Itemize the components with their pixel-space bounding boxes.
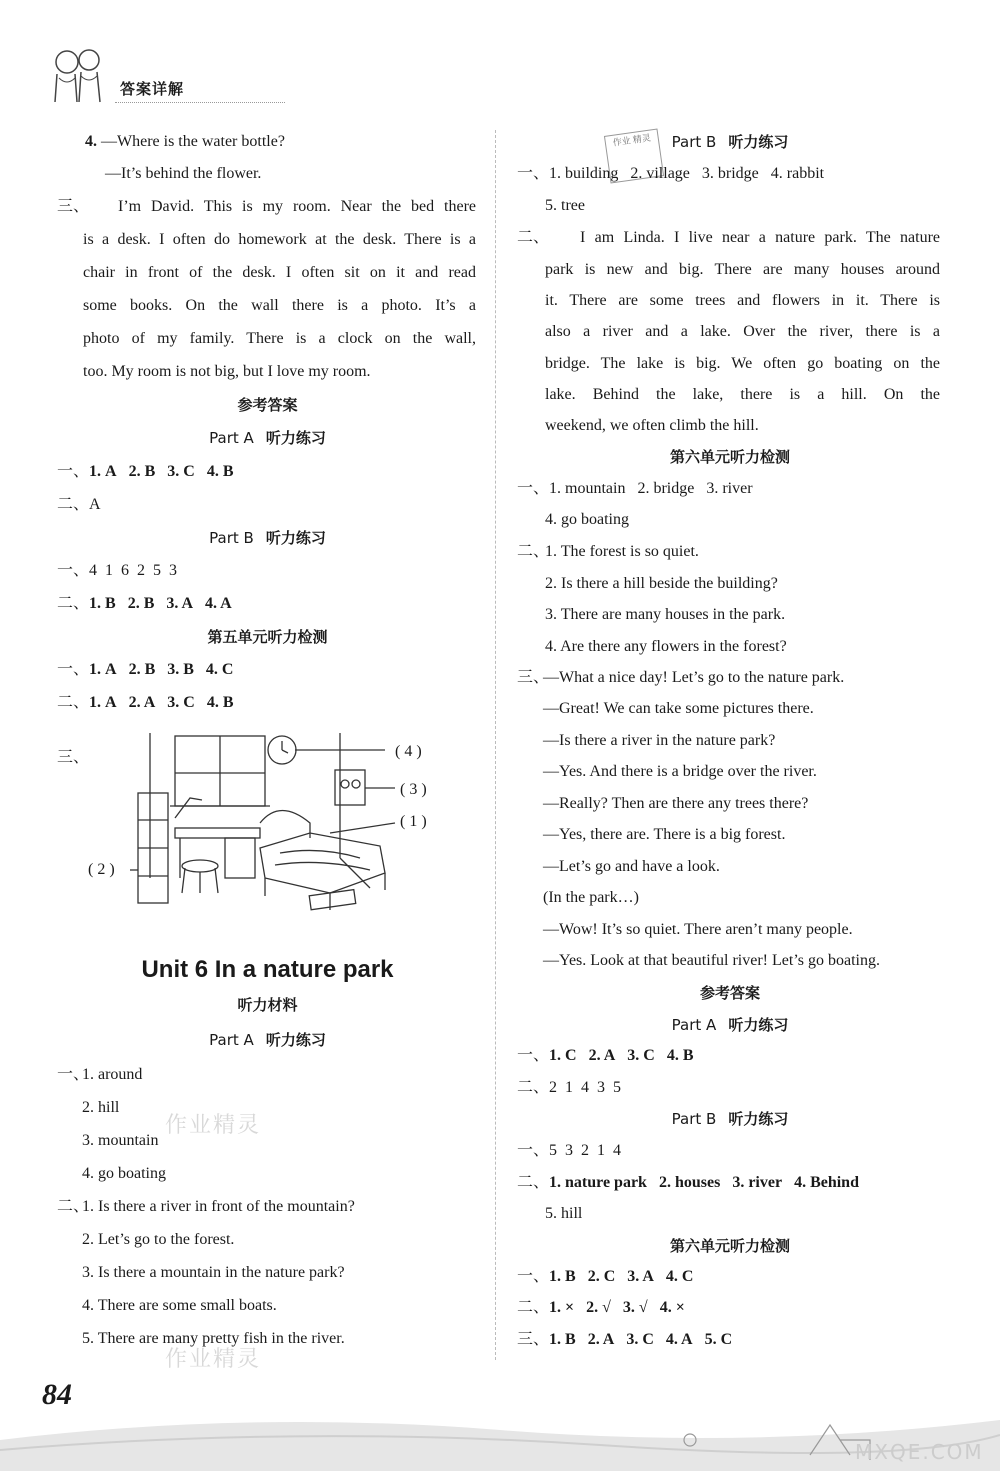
left-partB-answers-2: 二、1. B 2. B 3. A 4. A — [57, 595, 232, 612]
left-passage-line: some books. On the wall there is a photo. It’s a — [83, 297, 476, 314]
right-passage-line: lake. Behind the lake, there is a hill. On the — [545, 386, 940, 403]
dialogue-line: —Really? Then are there any trees there? — [543, 795, 809, 812]
dialogue-label: 三、 — [517, 669, 550, 686]
left-partB-answers-1: 一、4 1 6 2 5 3 — [57, 562, 178, 579]
dialogue-line: —Yes. And there is a bridge over the river. — [543, 763, 817, 780]
callout-mark: ( 1 ) — [400, 813, 427, 830]
dialogue-line: —Yes, there are. There is a big forest. — [543, 826, 786, 843]
left-ref-answer-heading: 参考答案 — [237, 396, 298, 414]
right-passage-line: also a river and a lake. Over the river, there is a — [545, 323, 940, 340]
right-passage-line: it. There are some trees and flowers in it. There is — [545, 292, 940, 309]
u6-sentence-item: 5. There are many pretty fish in the river. — [82, 1330, 345, 1347]
right-passage-line: bridge. The lake is big. We often go boating on the — [545, 355, 940, 372]
left-partA-answers-1: 一、1. A 2. B 3. C 4. B — [57, 463, 234, 480]
unit5-test-heading: 第五单元听力检测 — [207, 628, 328, 646]
kids-illustration — [45, 40, 115, 110]
dialogue-line: —What a nice day! Let’s go to the nature park. — [543, 669, 845, 686]
left-passage-line: I’m David. This is my room. Near the bed there — [118, 198, 476, 215]
left-partA-answers-2: 二、A — [57, 496, 101, 513]
dialogue-line: —Yes. Look at that beautiful river! Let’s go boating. — [543, 952, 880, 969]
unit6-test-heading: 第六单元听力检测 — [669, 448, 790, 466]
unit6-test-section2-label: 二、 — [517, 543, 550, 560]
right-passage-line: weekend, we often climb the hill. — [545, 417, 759, 434]
unit5-answers-1: 一、1. A 2. B 3. B 4. C — [57, 661, 234, 678]
unit6-answers-1: 一、1. B 2. C 3. A 4. C — [517, 1268, 694, 1285]
right-passage-line: I am Linda. I live near a nature park. The nature — [580, 229, 940, 246]
left-q4-answer: —It’s behind the flower. — [105, 165, 262, 182]
callout-mark: ( 4 ) — [395, 743, 422, 760]
u6-word-item: 1. around — [82, 1066, 143, 1083]
page-header — [45, 40, 275, 110]
dialogue-line: —Great! We can take some pictures there. — [543, 700, 814, 717]
stamp: 作业 精灵 — [604, 128, 664, 183]
left-passage-line: chair in front of the desk. I often sit on it and read — [83, 264, 476, 281]
unit6-test-words: 一、1. mountain 2. bridge 3. river — [517, 480, 753, 497]
callout-mark: ( 3 ) — [400, 781, 427, 798]
u6-word-item: 4. go boating — [82, 1165, 166, 1182]
u6-section1-label: 一、 — [57, 1066, 90, 1083]
watermark: 作业精灵 — [165, 1113, 262, 1138]
u6-word-item: 2. hill — [82, 1099, 120, 1116]
page-number: 84 — [42, 1378, 72, 1411]
unit6-test-sentence: 3. There are many houses in the park. — [545, 606, 786, 623]
right-passage-line: park is new and big. There are many houses around — [545, 261, 940, 278]
unit-title: Unit 6 In a nature park — [141, 956, 394, 983]
u6-sentence-item: 3. Is there a mountain in the nature park? — [82, 1264, 345, 1281]
u6-section2-label: 二、 — [57, 1198, 90, 1215]
unit6-test-sentence: 1. The forest is so quiet. — [545, 543, 699, 560]
watermark: 作业精灵 — [165, 1347, 262, 1372]
materials-heading: 听力材料 — [237, 996, 298, 1014]
dialogue-line: —Is there a river in the nature park? — [543, 732, 776, 749]
right-words-1: 一、1. building 2. village 3. bridge 4. rabbit — [517, 165, 825, 182]
dialogue-line: —Wow! It’s so quiet. There aren’t many people. — [543, 921, 853, 938]
right-partB2-heading: Part B 听力练习 — [671, 1110, 789, 1128]
right-partB2-answer-5: 5. hill — [545, 1205, 583, 1222]
u6-partA-heading: Part A 听力练习 — [209, 1031, 326, 1049]
header-rule — [115, 102, 285, 103]
corner-watermark: MXQE.COM — [855, 1440, 984, 1464]
right-partB-heading: Part B 听力练习 — [671, 133, 789, 151]
unit6-test-sentence: 2. Is there a hill beside the building? — [545, 575, 778, 592]
unit6-answers-2: 二、1. × 2. √ 3. √ 4. × — [517, 1299, 685, 1316]
unit5-answers-2: 二、1. A 2. A 3. C 4. B — [57, 694, 234, 711]
u6-sentence-item: 1. Is there a river in front of the mountain? — [82, 1198, 355, 1215]
callout-mark: ( 2 ) — [88, 861, 115, 878]
left-passage-line: is a desk. I often do homework at the desk. There is a — [83, 231, 476, 248]
left-passage-line: too. My room is not big, but I love my room. — [83, 363, 371, 380]
right-words-2: 5. tree — [545, 197, 585, 214]
right-partA-answers-1: 一、1. C 2. A 3. C 4. B — [517, 1047, 694, 1064]
right-ref-answer-heading: 参考答案 — [699, 984, 760, 1002]
unit6-test-sentence: 4. Are there any flowers in the forest? — [545, 638, 787, 655]
header-title: 答案详解 — [120, 80, 185, 98]
unit6-test2-heading: 第六单元听力检测 — [669, 1237, 790, 1255]
dialogue-line: (In the park…) — [543, 889, 639, 906]
right-partA-heading: Part A 听力练习 — [671, 1016, 789, 1034]
unit6-answers-3: 三、1. B 2. A 3. C 4. A 5. C — [517, 1331, 733, 1348]
left-partB-heading: Part B 听力练习 — [209, 529, 326, 547]
footer-decoration — [0, 1400, 1000, 1471]
left-section3-label: 三、 — [57, 198, 90, 215]
u6-sentence-item: 2. Let’s go to the forest. — [82, 1231, 235, 1248]
right-partA-answers-2: 二、2 1 4 3 5 — [517, 1079, 622, 1096]
right-section2-label: 二、 — [517, 229, 550, 246]
unit6-test-word-4: 4. go boating — [545, 511, 629, 528]
u6-sentence-item: 4. There are some small boats. — [82, 1297, 277, 1314]
left-partA-heading: Part A 听力练习 — [209, 429, 326, 447]
u6-word-item: 3. mountain — [82, 1132, 159, 1149]
unit5-section3-label: 三、 — [57, 749, 90, 766]
dialogue-line: —Let’s go and have a look. — [543, 858, 720, 875]
right-partB2-answers-2: 二、1. nature park 2. houses 3. river 4. Behind — [517, 1174, 859, 1191]
right-partB2-answers-1: 一、5 3 2 1 4 — [517, 1142, 622, 1159]
left-passage-line: photo of my family. There is a clock on the wall, — [83, 330, 476, 347]
left-q4: 4. —Where is the water bottle? — [85, 133, 285, 150]
column-divider — [495, 130, 496, 1360]
